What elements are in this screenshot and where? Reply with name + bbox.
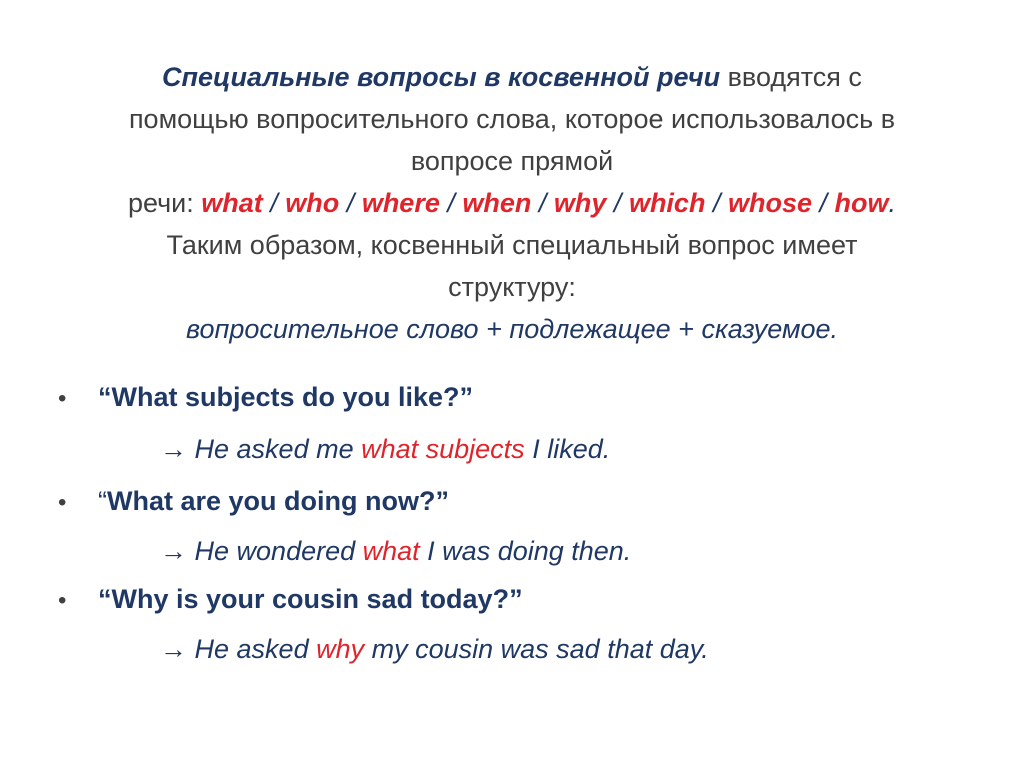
intro-line-2: помощью вопросительного слова, которое использовалось в <box>128 104 896 134</box>
intro-paragraph <box>60 56 964 350</box>
answer-text-after: I was doing then. <box>419 536 632 566</box>
intro-heading-emphasis: Специальные вопросы в косвенной речи <box>162 62 721 92</box>
answer-text-after: I liked. <box>524 434 611 464</box>
intro-line-4-end: . <box>888 188 897 218</box>
answer-highlight: what subjects <box>361 434 525 464</box>
question-word-what: what <box>201 188 263 218</box>
separator: / <box>606 188 629 218</box>
question-word-where: where <box>361 188 440 218</box>
intro-line-6: структуру: <box>448 272 576 302</box>
answer-text-before: He wondered <box>194 536 363 566</box>
question-word-who: who <box>285 188 340 218</box>
example-3-answer <box>160 634 709 665</box>
intro-line-3: вопросе прямой <box>410 146 614 176</box>
answer-highlight: what <box>362 536 420 566</box>
example-1-answer <box>160 434 610 465</box>
bullet: • <box>58 489 67 516</box>
arrow-icon: → <box>160 536 195 566</box>
example-2-question-text: What are you doing now?” <box>107 486 449 516</box>
intro-line-1 <box>60 56 964 98</box>
intro-line-4-prefix: речи: <box>127 188 202 218</box>
structure-formula: вопросительное слово + подлежащее + сказуемое. <box>185 314 839 344</box>
separator: / <box>262 188 286 218</box>
separator: / <box>339 188 362 218</box>
answer-text-before: He asked <box>194 634 317 664</box>
intro-line-5: Таким образом, косвенный специальный вопрос имеет <box>166 230 858 260</box>
example-2-answer <box>160 536 631 567</box>
arrow-icon: → <box>160 434 195 464</box>
bullet: • <box>58 385 67 412</box>
separator: / <box>531 188 554 218</box>
answer-highlight: why <box>316 634 365 664</box>
separator: / <box>439 188 463 218</box>
separator: / <box>705 188 728 218</box>
arrow-icon: → <box>160 634 195 664</box>
example-2-question <box>98 486 449 517</box>
open-quote: “ <box>98 486 107 516</box>
intro-line-1-rest: вводятся с <box>720 62 862 92</box>
question-word-why: why <box>553 188 607 218</box>
answer-text-after: my cousin was sad that day. <box>364 634 709 664</box>
example-3-question: “Why is your cousin sad today?” <box>98 584 523 614</box>
question-word-when: when <box>462 188 532 218</box>
separator: / <box>812 188 835 218</box>
question-word-which: which <box>628 188 706 218</box>
question-word-how: how <box>834 188 889 218</box>
bullet: • <box>58 587 67 614</box>
answer-text-before: He asked me <box>194 434 362 464</box>
intro-line-4 <box>60 182 964 224</box>
question-word-whose: whose <box>727 188 812 218</box>
example-1-question: “What subjects do you like?” <box>98 382 474 412</box>
